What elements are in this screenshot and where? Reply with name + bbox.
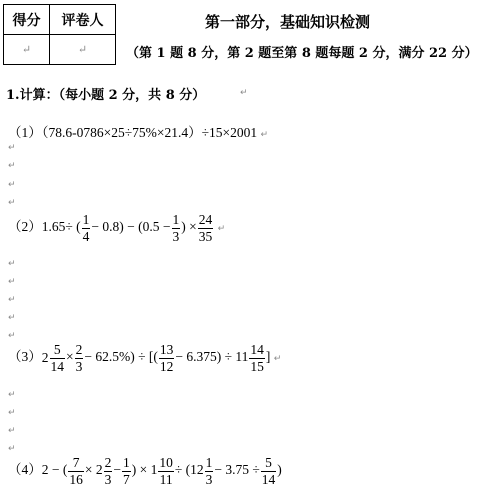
fraction	[50, 343, 66, 373]
denominator: 3	[172, 228, 180, 244]
denominator: 14	[50, 358, 64, 374]
return-mark-icon: ↵	[8, 295, 16, 305]
denominator: 14	[261, 471, 276, 487]
fraction	[75, 343, 84, 373]
return-mark-icon: ↵	[217, 224, 226, 235]
return-mark-icon: ↵	[8, 161, 16, 171]
section-heading: 1.计算：（每小题 2 分，共 8 分）	[6, 88, 206, 103]
numerator: 5	[50, 343, 66, 359]
denominator: 35	[198, 228, 213, 244]
return-mark-icon: ↵	[260, 130, 269, 140]
problem-expression: （78.6-0786×25÷75%×21.4）÷15×2001	[41, 125, 258, 140]
fraction	[158, 456, 174, 486]
denominator: 3	[205, 471, 213, 487]
return-mark-icon: ↵	[21, 44, 32, 56]
denominator: 12	[159, 358, 174, 374]
problem-2	[8, 213, 225, 243]
problem-3	[8, 343, 281, 373]
expr-text: × 2	[84, 462, 103, 478]
expr-text: − 62.5%) ÷ [(	[84, 349, 158, 365]
return-mark-icon: ↵	[8, 180, 16, 190]
fraction	[249, 343, 265, 373]
score-table	[3, 4, 116, 65]
expr-text: ) × 1	[131, 462, 158, 478]
expr-text: 1.65÷ (	[41, 219, 81, 235]
numerator: 5	[261, 456, 277, 472]
denominator: 4	[82, 228, 90, 244]
problem-label: （1）	[8, 125, 42, 140]
fraction	[261, 456, 277, 486]
problem-1	[8, 121, 268, 141]
return-mark-icon: ↵	[8, 143, 16, 153]
return-mark-icon: ↵	[8, 426, 16, 436]
denominator: 3	[75, 358, 83, 374]
score-cell[interactable]	[4, 35, 50, 65]
fraction	[122, 456, 131, 486]
page-title: 第一部分，基础知识检测	[205, 13, 371, 31]
denominator: 16	[69, 471, 83, 487]
numerator: 1	[122, 455, 130, 470]
numerator: 24	[198, 212, 213, 227]
numerator: 7	[68, 456, 84, 472]
numerator: 1	[205, 455, 213, 470]
denominator: 11	[159, 471, 173, 487]
fraction	[198, 213, 214, 243]
return-mark-icon: ↵	[8, 390, 16, 400]
numerator: 14	[250, 342, 264, 357]
fraction	[68, 456, 84, 486]
fraction	[205, 456, 214, 486]
expr-text: ) ×	[181, 219, 197, 235]
return-mark-icon: ↵	[8, 198, 16, 208]
expr-text: ]	[265, 349, 271, 365]
numerator: 13	[159, 342, 174, 357]
fraction	[159, 343, 175, 373]
mixed-whole: 2	[41, 350, 49, 365]
numerator: 1	[172, 212, 180, 227]
denominator: 3	[104, 471, 112, 487]
expr-text: −	[113, 462, 121, 478]
denominator: 15	[250, 358, 264, 374]
return-mark-icon: ↵	[8, 331, 16, 341]
fraction	[82, 213, 91, 243]
fraction	[104, 456, 113, 486]
numerator: 1	[82, 212, 90, 227]
expr-text: − 0.8) − (0.5 −	[91, 219, 171, 235]
expr-text: 2 − (	[41, 462, 68, 478]
problem-label: （2）	[8, 219, 42, 235]
problem-label: （4）	[8, 462, 42, 478]
return-mark-icon: ↵	[240, 88, 248, 98]
grader-cell[interactable]	[50, 35, 116, 65]
return-mark-icon: ↵	[8, 444, 16, 454]
problem-label: （3）	[8, 349, 42, 365]
expr-text: − 6.375) ÷ 11	[175, 349, 249, 365]
problem-4	[8, 456, 282, 486]
expr-text: )	[277, 462, 282, 478]
return-mark-icon: ↵	[8, 313, 16, 323]
grader-header: 评卷人	[50, 5, 116, 35]
denominator: 7	[122, 471, 130, 487]
return-mark-icon: ↵	[77, 44, 88, 56]
numerator: 2	[75, 342, 83, 357]
score-header: 得分	[4, 5, 50, 35]
return-mark-icon: ↵	[8, 408, 16, 418]
page-subtitle: （第 1 题 8 分，第 2 题至第 8 题每题 2 分，满分 22 分）	[126, 46, 478, 61]
fraction	[172, 213, 181, 243]
expr-text: − 3.75 ÷	[214, 462, 260, 478]
return-mark-icon: ↵	[273, 354, 282, 365]
numerator: 10	[159, 455, 173, 470]
expr-text: ÷ (12	[174, 462, 204, 478]
return-mark-icon: ↵	[8, 259, 16, 269]
return-mark-icon: ↵	[8, 277, 16, 287]
expr-text: ×	[66, 349, 74, 365]
numerator: 2	[104, 455, 112, 470]
